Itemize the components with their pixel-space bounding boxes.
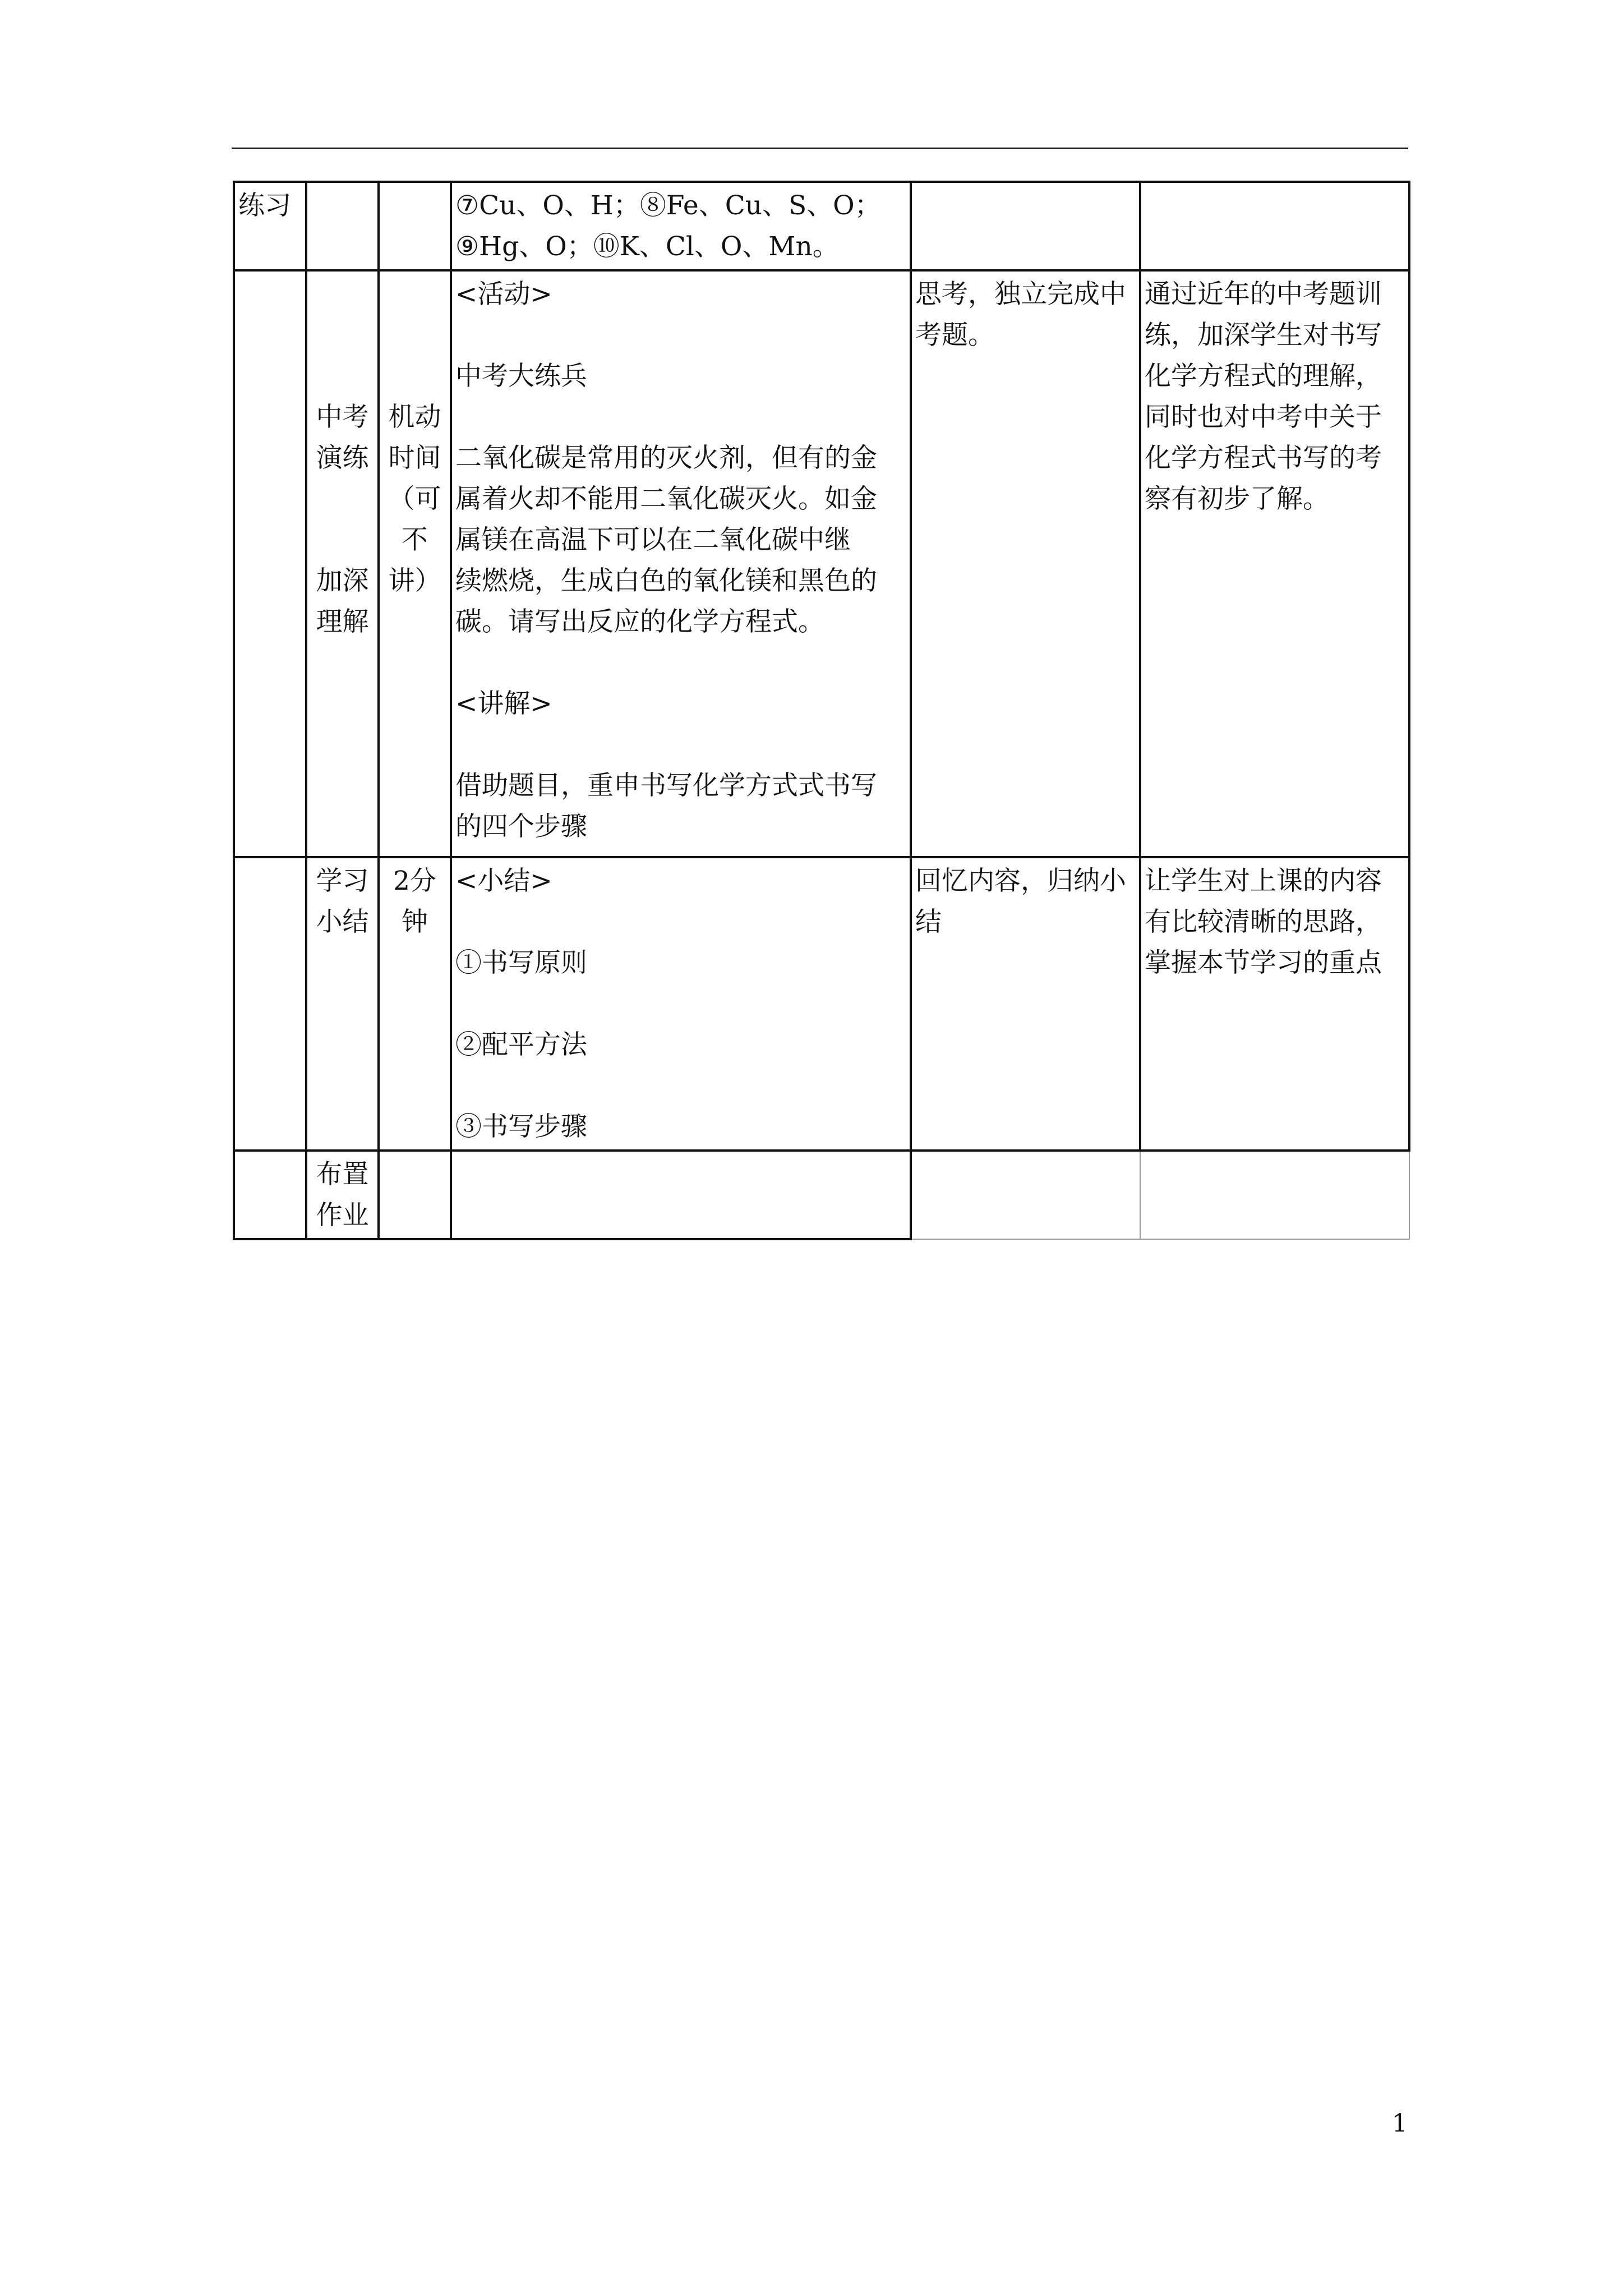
time-line: （可 (388, 484, 441, 514)
content-cell (451, 182, 911, 270)
summary-item: ①书写原则 (455, 947, 587, 978)
problem-line: 二氧化碳是常用的灭火剂，但有的金 (455, 443, 877, 473)
time-cell (379, 1151, 451, 1239)
stage-cell (234, 182, 306, 270)
formula-line: ⑦Cu、O、H；⑧Fe、Cu、S、O； (455, 190, 881, 221)
problem-line: 续燃烧，生成白色的氧化镁和黑色的 (455, 565, 877, 596)
activity-tag: <活动> (455, 279, 552, 310)
time-line: 钟 (402, 907, 428, 937)
student-activity-cell (911, 270, 1140, 857)
design-intent-cell (1140, 1151, 1409, 1239)
section-heading: 中考大练兵 (455, 361, 587, 392)
design-intent-line: 有比较清晰的思路， (1145, 907, 1382, 937)
topic-line: 加深 (316, 565, 369, 596)
student-activity-line: 思考，独立完成中 (915, 279, 1126, 310)
time-cell (379, 182, 451, 270)
content-cell (451, 857, 911, 1151)
problem-line: 属镁在高温下可以在二氧化碳中继 (455, 524, 851, 555)
time-line: 机动 (388, 402, 441, 432)
lecture-line: 借助题目，重申书写化学方式式书写 (455, 770, 877, 801)
content-cell (451, 1151, 911, 1239)
student-activity-line: 结 (915, 907, 942, 937)
topic-cell (306, 1151, 379, 1239)
topic-line: 演练 (316, 443, 369, 473)
table-row-homework (234, 1151, 1409, 1239)
student-activity-cell (911, 857, 1140, 1151)
topic-line: 作业 (316, 1200, 369, 1231)
summary-item: ③书写步骤 (455, 1111, 587, 1142)
time-line: 不讲） (388, 524, 441, 596)
topic-line: 学习 (316, 866, 369, 896)
header-rule (232, 148, 1408, 149)
topic-cell (306, 270, 379, 857)
design-intent-line: 练，加深学生对书写 (1145, 320, 1382, 351)
time-line: 2分 (393, 866, 436, 896)
design-intent-line: 通过近年的中考题训 (1145, 279, 1382, 310)
page-number: 1 (1392, 2109, 1408, 2138)
topic-line: 理解 (316, 606, 369, 637)
design-intent-cell (1140, 857, 1409, 1151)
stage-cell (234, 1151, 306, 1239)
table-row-exam-practice (234, 270, 1409, 857)
topic-line: 小结 (316, 907, 369, 937)
student-activity-cell (911, 1151, 1140, 1239)
table-row-summary (234, 857, 1409, 1151)
formula-line: ⑨Hg、O；⑩K、Cl、O、Mn。 (455, 231, 839, 262)
design-intent-cell (1140, 270, 1409, 857)
lecture-tag: <讲解> (455, 688, 552, 719)
design-intent-line: 掌握本节学习的重点 (1145, 947, 1382, 978)
student-activity-cell (911, 182, 1140, 270)
topic-cell (306, 182, 379, 270)
topic-cell (306, 857, 379, 1151)
design-intent-line: 察有初步了解。 (1145, 484, 1329, 514)
topic-line: 中考 (316, 402, 369, 432)
problem-line: 属着火却不能用二氧化碳灭火。如金 (455, 484, 877, 514)
time-line: 时间 (388, 443, 441, 473)
design-intent-line: 化学方程式书写的考 (1145, 443, 1382, 473)
table-row-practice (234, 182, 1409, 270)
student-activity-line: 回忆内容，归纳小 (915, 866, 1126, 896)
problem-line: 碳。请写出反应的化学方程式。 (455, 606, 824, 637)
time-cell (379, 857, 451, 1151)
content-cell (451, 270, 911, 857)
stage-cell (234, 857, 306, 1151)
lesson-plan-table (233, 181, 1410, 1240)
design-intent-line: 让学生对上课的内容 (1145, 866, 1382, 896)
student-activity-line: 考题。 (915, 320, 994, 351)
stage-cell (234, 270, 306, 857)
topic-line: 布置 (316, 1159, 369, 1190)
summary-tag: <小结> (455, 866, 552, 896)
time-cell (379, 270, 451, 857)
stage-label: 练习 (238, 190, 291, 221)
design-intent-cell (1140, 182, 1409, 270)
lecture-line: 的四个步骤 (455, 811, 587, 842)
summary-item: ②配平方法 (455, 1029, 587, 1060)
design-intent-line: 同时也对中考中关于 (1145, 402, 1382, 432)
design-intent-line: 化学方程式的理解， (1145, 361, 1382, 392)
